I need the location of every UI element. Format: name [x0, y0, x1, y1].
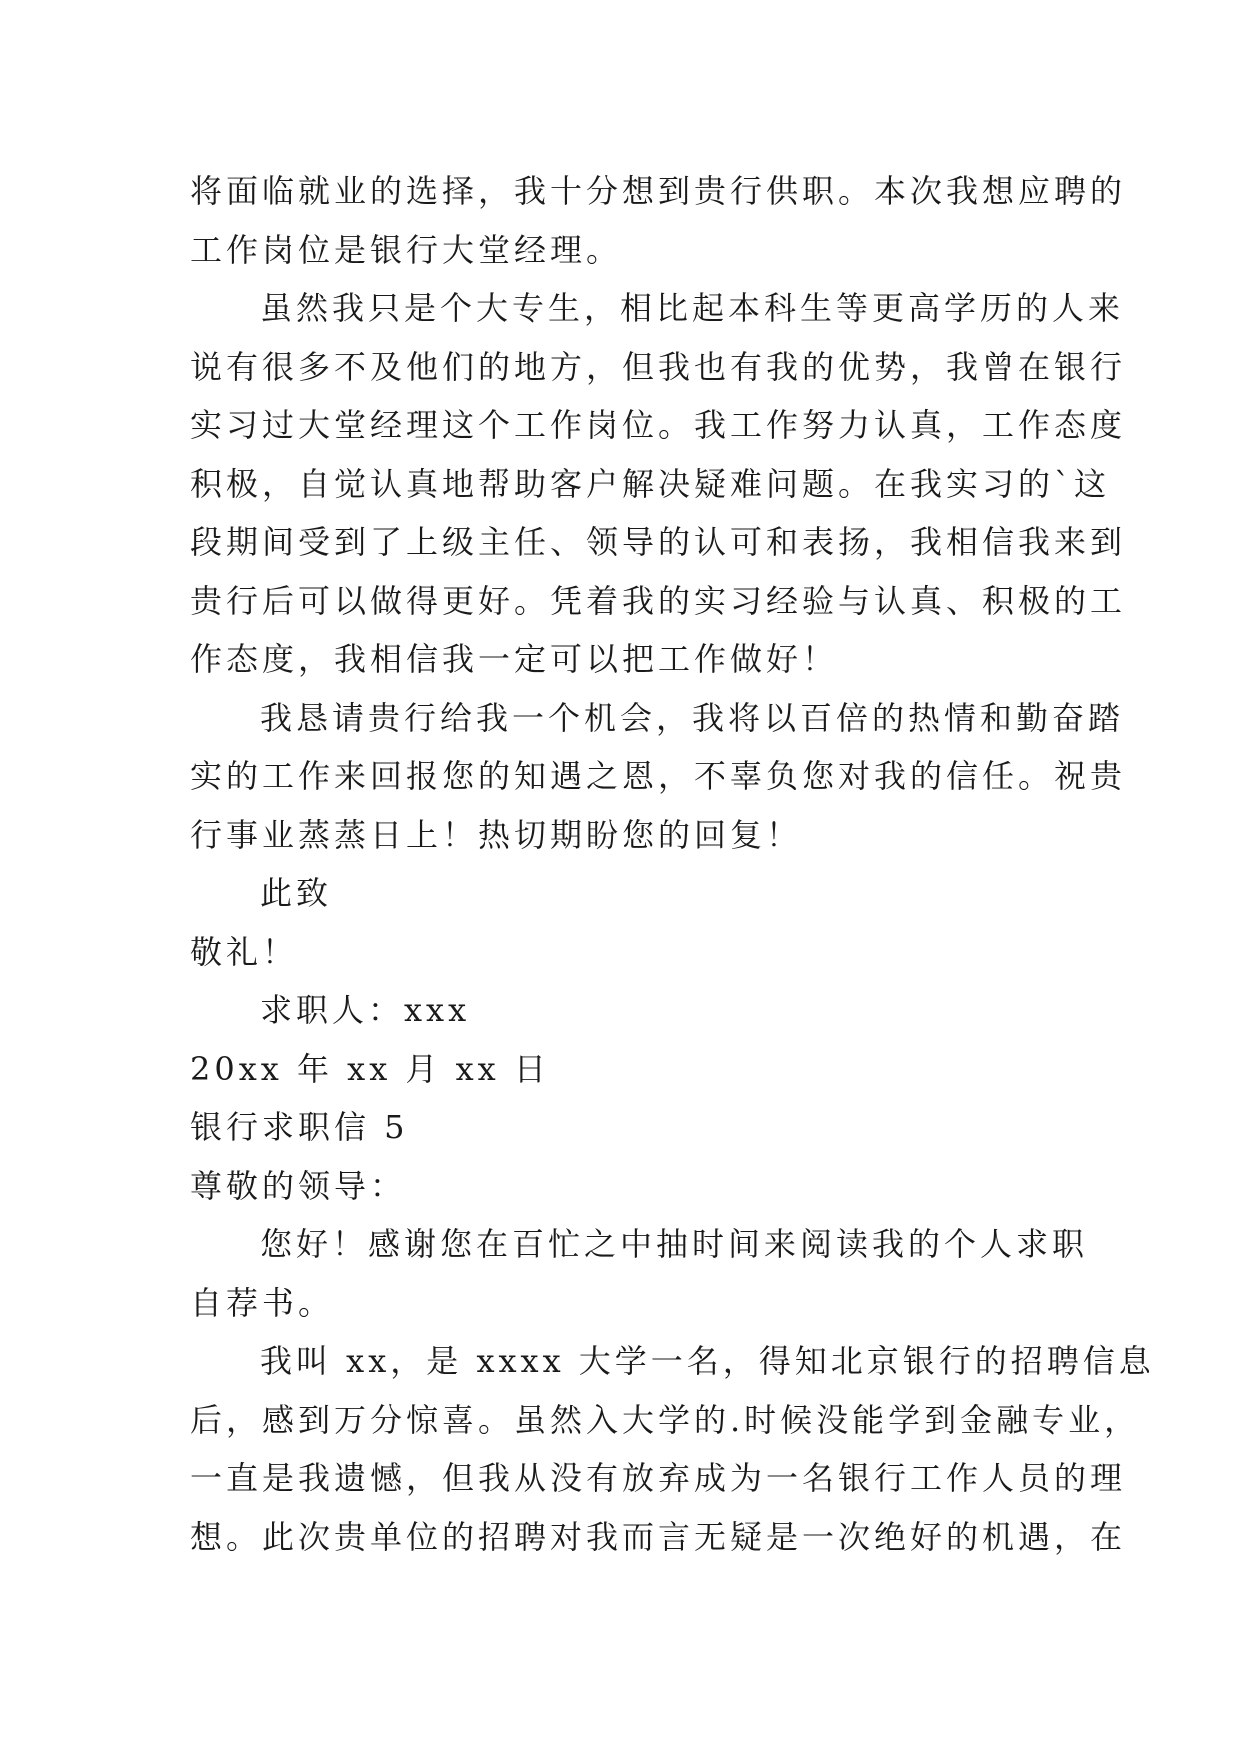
paragraph-start-line: 我恳请贵行给我一个机会，我将以百倍的热情和勤奋踏	[260, 698, 1125, 737]
text-line: 自荐书。	[190, 1283, 335, 1322]
letter-body	[190, 162, 1155, 1566]
section-title: 银行求职信 5	[190, 1108, 409, 1146]
paragraph-start-line: 您好！感谢您在百忙之中抽时间来阅读我的个人求职	[260, 1225, 1089, 1263]
text-line: 工作岗位是银行大堂经理。	[190, 230, 623, 269]
paragraph-start-line: 我叫 xx，是 xxxx 大学一名，得知北京银行的招聘信息	[260, 1342, 1155, 1380]
text-line: 作态度，我相信我一定可以把工作做好！	[190, 640, 839, 678]
text-line: 贵行后可以做得更好。凭着我的实习经验与认真、积极的工	[190, 581, 1127, 620]
text-line: 一直是我遗憾，但我从没有放弃成为一名银行工作人员的理	[190, 1459, 1127, 1497]
text-line: 积极，自觉认真地帮助客户解决疑难问题。在我实习的`这	[190, 464, 1111, 503]
applicant-signature: 求职人：xxx	[260, 991, 471, 1029]
text-line: 说有很多不及他们的地方，但我也有我的优势，我曾在银行	[190, 347, 1127, 386]
text-line: 实习过大堂经理这个工作岗位。我工作努力认真，工作态度	[190, 406, 1127, 444]
text-line: 后，感到万分惊喜。虽然入大学的.时候没能学到金融专业，	[190, 1400, 1141, 1439]
salutation-close: 敬礼！	[190, 932, 299, 971]
closing-phrase: 此致	[260, 874, 333, 912]
text-line: 段期间受到了上级主任、领导的认可和表扬，我相信我来到	[190, 523, 1127, 561]
paragraph-start-line: 虽然我只是个大专生，相比起本科生等更高学历的人来	[260, 289, 1125, 327]
text-line: 行事业蒸蒸日上！热切期盼您的回复！	[190, 815, 803, 854]
text-line: 实的工作来回报您的知遇之恩，不辜负您对我的信任。祝贵	[190, 757, 1127, 795]
text-line: 想。此次贵单位的招聘对我而言无疑是一次绝好的机遇，在	[190, 1517, 1127, 1556]
greeting: 尊敬的领导：	[190, 1166, 407, 1205]
text-line: 将面临就业的选择，我十分想到贵行供职。本次我想应聘的	[190, 172, 1127, 210]
letter-date: 20xx 年 xx 月 xx 日	[190, 1049, 550, 1088]
